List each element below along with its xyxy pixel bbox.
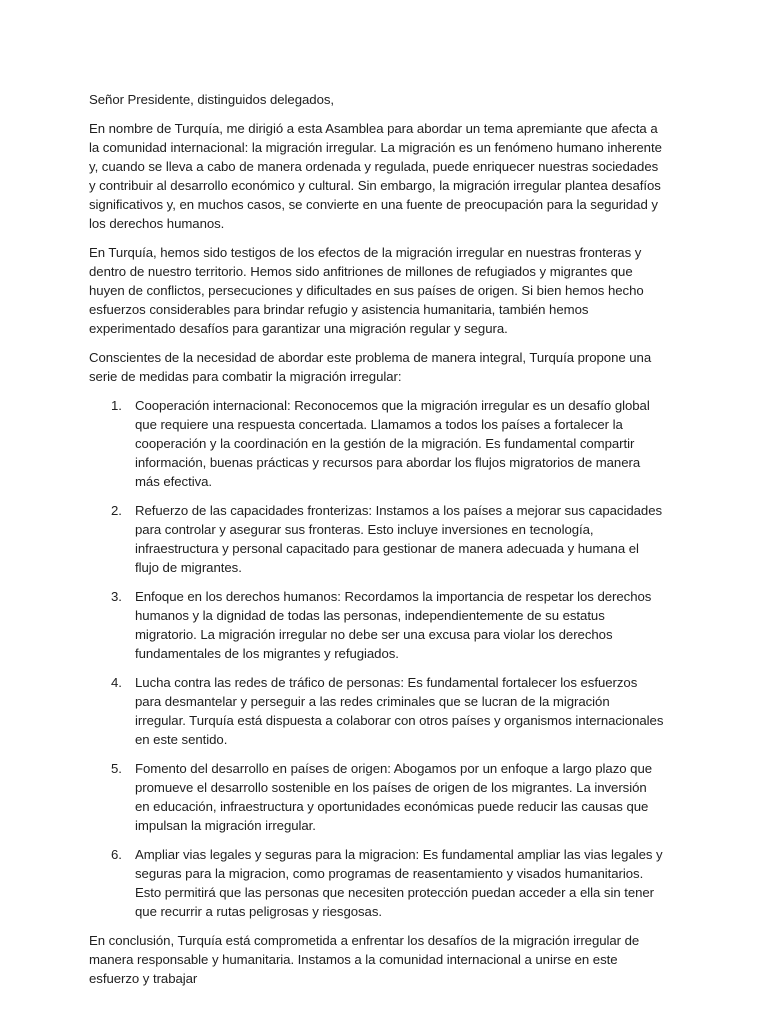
list-item-number: 1.	[111, 398, 122, 413]
list-item	[89, 501, 664, 577]
paragraph-proposal: Conscientes de la necesidad de abordar este problema de manera integral, Turquía propone una serie de medidas para combatir la migración irregular:	[89, 350, 652, 384]
list-item	[89, 845, 664, 921]
paragraph-intro: En nombre de Turquía, me dirigió a esta Asamblea para abordar un tema apremiante que afecta a la comunidad internacional: la migración irregular. La migración es un fenómeno humano inherente y, cuando se lleva a cabo de manera ordenada y regulada, puede enriquecer nuestras sociedades y contribuir al desarrollo económico y cultural. Sin embargo, la migración irregular plantea desafíos significativos y, en muchos casos, se convierte en una fuente de preocupación para la seguridad y los derechos humanos.	[89, 121, 662, 231]
measures-list	[89, 396, 664, 921]
list-item	[89, 673, 664, 749]
list-item	[89, 396, 664, 491]
list-item-text: Refuerzo de las capacidades fronterizas: Instamos a los países a mejorar sus capacidades para controlar y asegurar sus fronteras. Esto incluye inversiones en tecnología, infraestructura y personal capacitado para gestionar de manera adecuada y humana el flujo de migrantes.	[135, 503, 663, 575]
list-item-text: Lucha contra las redes de tráfico de personas: Es fundamental fortalecer los esfuerzos para desmantelar y perseguir a las redes criminales que se lucran de la migración irregular. Turquía está dispuesta a colaborar con otros países y organismos internacionales en este sentido.	[135, 675, 664, 747]
list-item-number: 2.	[111, 503, 122, 518]
list-item-number: 4.	[111, 675, 122, 690]
list-item-number: 6.	[111, 847, 122, 862]
list-item-text: Enfoque en los derechos humanos: Recordamos la importancia de respetar los derechos humanos y la dignidad de todas las personas, independientemente de su estatus migratorio. La migración irregular no debe ser una excusa para violar los derechos fundamentales de los migrantes y refugiados.	[135, 589, 652, 661]
list-item-text: Ampliar vias legales y seguras para la migracion: Es fundamental ampliar las vias legales y seguras para la migracion, como programas de reasentamiento y visados humanitarios. Esto permitirá que las personas que necesiten protección puedan acceder a ella sin tener que recurrir a rutas peligrosas y riesgosas.	[135, 847, 663, 919]
list-item-number: 3.	[111, 589, 122, 604]
list-item-text: Cooperación internacional: Reconocemos que la migración irregular es un desafío global que requiere una respuesta concertada. Llamamos a todos los países a fortalecer la cooperación y la coordinación en la gestión de la migración. Es fundamental compartir información, buenas prácticas y recursos para abordar los flujos migratorios de manera más efectiva.	[135, 398, 650, 489]
paragraph-turkey-experience: En Turquía, hemos sido testigos de los efectos de la migración irregular en nuestras fronteras y dentro de nuestro territorio. Hemos sido anfitriones de millones de refugiados y migrantes que huyen de conflictos, persecuciones y dificultades en sus países de origen. Si bien hemos hecho esfuerzos considerables para brindar refugio y asistencia humanitaria, también hemos experimentado desafíos para garantizar una migración regular y segura.	[89, 245, 644, 336]
list-item-number: 5.	[111, 761, 122, 776]
salutation: Señor Presidente, distinguidos delegados,	[89, 92, 335, 107]
list-item	[89, 759, 664, 835]
paragraph-conclusion: En conclusión, Turquía está comprometida a enfrentar los desafíos de la migración irregular de manera responsable y humanitaria. Instamos a la comunidad internacional a unirse en este esfuerzo y trabajar	[89, 933, 640, 986]
list-item-text: Fomento del desarrollo en países de origen: Abogamos por un enfoque a largo plazo que promueve el desarrollo sostenible en los países de origen de los migrantes. La inversión en educación, infraestructura y oportunidades económicas puede reducir las causas que impulsan la migración irregular.	[135, 761, 653, 833]
list-item	[89, 587, 664, 663]
document-page	[89, 90, 664, 998]
